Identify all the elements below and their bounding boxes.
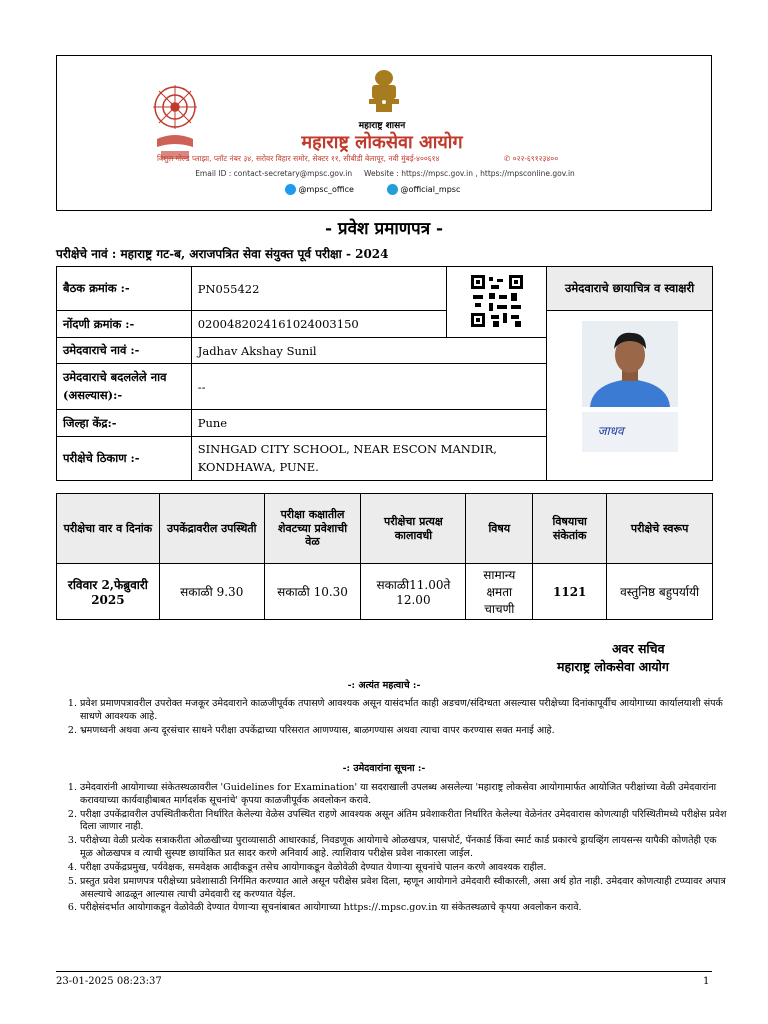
subject: सामान्य क्षमता चाचणी [466,564,533,620]
exam-date: रविवार 2,फेब्रुवारी 2025 [57,564,160,620]
mpsc-emblem-icon [149,83,201,165]
org-address: विशुल गोल्ड प्लाझा, प्लॉट नंबर ३४, सरोवर विहार समोर, सेक्टर ११, सीबीडी बेलापूर, नवी मुंबई-४००६१४ [157,154,440,163]
phone-icon: ✆ [504,154,513,163]
changed-name-label: उमेदवाराचे बदललेले नाव (असल्यास):- [57,364,192,410]
instruction-item: 4. परीक्षा उपकेंद्रप्रमुख, पर्यवेक्षक, समवेक्षक आदीकडून तसेच आयोगाकडून वेळोवेळी देण्यात येणाऱ्या सूचनांचे पालन करणे आवश्यक राहील. [80,862,730,875]
signatory-designation: अवर सचिव [612,641,665,656]
important-item: 1. प्रवेश प्रमाणपत्रावरील उपरोक्त मजकूर उमेदवाराने काळजीपूर्वक तपासणे आवश्यक असून यासंदर्भात काही अडचण/संदिग्धता असल्यास परीक्षेच्या दिनांकापूर्वीच आयोगाच्या कार्यालयाशी संपर्क साधणे आवश्यक आहे. [80,698,730,724]
instruction-item: 5. प्रस्तुत प्रवेश प्रमाणपत्र परीक्षेच्या प्रवेशासाठी निर्गमित करण्यात आले असून परीक्षेस प्रवेश दिला, म्हणून आयोगाने उमेदवारी स्वीकारली, असा अर्थ होत नाही. उमेदवार कोणत्याही टप्प्यावर अपात्र असल्याचे आढळून आल्यास त्याची उमेदवारी रद्द करण्यात येईल. [80,876,730,902]
venue-label: परीक्षेचे ठिकाण :- [57,437,192,481]
important-list [56,698,730,738]
instructions-heading: -: उमेदवारांना सूचना :- [342,763,426,774]
org-phone [504,154,558,164]
attendance-time: सकाळी 9.30 [159,564,264,620]
footer-divider [56,971,712,972]
header-subject: विषय [466,494,533,564]
instruction-item: 1. उमेदवारांनी आयोगाच्या संकेतस्थळावरील 'Guidelines for Examination' या सदराखाली उपलब्ध असलेल्या 'महाराष्ट्र लोकसेवा आयोगामार्फत आयोजित परीक्षांच्या वेळी उमेदवारांना करावयाच्या कार्यवाहीबाबत मार्गदर्शक सूचनांचे' कृपया काळजीपूर्वक अवलोकन करावे. [80,782,730,808]
header-subject-code: विषयाचा संकेतांक [533,494,607,564]
qr-code-cell [447,267,547,338]
seat-label: बैठक क्रमांक :- [57,267,192,311]
candidate-photo [582,321,678,407]
phone-number: ०२२-६९१२३४०० [512,154,559,163]
header-duration: परीक्षेचा प्रत्यक्ष कालावधी [361,494,466,564]
venue-value: SINHGAD CITY SCHOOL, NEAR ESCON MANDIR, KONDHAWA, PUNE. [191,437,546,481]
letterhead [56,55,712,211]
schedule-table [56,493,713,620]
seat-number: PN055422 [191,267,447,311]
photo-label: उमेदवाराचे छायाचित्र व स्वाक्षरी [547,267,713,311]
header-date: परीक्षेचा वार व दिनांक [57,494,160,564]
exam-format: वस्तुनिष्ठ बहुपर्यायी [607,564,713,620]
district-value: Pune [191,410,546,437]
reg-number: 0200482024161024003150 [191,311,447,338]
important-heading: -: अत्यंत महत्वाचे :- [347,680,421,691]
twitter-icon [285,184,296,195]
twitter-handle: @mpsc_office [285,184,354,195]
instruction-item: 3. परीक्षेच्या वेळी प्रत्येक सत्राकरीता ओळखीच्या पुराव्यासाठी आधारकार्ड, निवडणूक आयोगाचे ओळखपत्र, पासपोर्ट, पॅनकार्ड किंवा स्मार्ट कार्ड प्रकारचे ड्रायव्हिंग लायसन्स यापैकी कोणतेही एक मूळ ओळखपत्र व त्याची सुस्पष्ट छायांकित प्रत सादर करणे अनिवार्य आहे. त्याशिवाय परीक्षेस प्रवेश नाकारला जाईल. [80,835,730,861]
important-item: 2. भ्रमणध्वनी अथवा अन्य दूरसंचार साधने परीक्षा उपकेंद्राच्या परिसरात आणण्यास, बाळगण्यास अथवा त्याचा वापर करण्यास सक्त मनाई आहे. [80,725,730,738]
instruction-item: 6. परीक्षेसंदर्भात आयोगाकडून वेळोवेळी देण्यात येणाऱ्या सूचनांबाबत आयोगाच्या https://.mpsc.gov.in या संकेतस्थळाचे कृपया अवलोकन करावे. [80,902,730,915]
contact-line: Email ID : contact-secretary@mpsc.gov.in Website : https://mpsc.gov.in , https://mpsconline.gov.in [195,169,575,178]
signatory-org: महाराष्ट्र लोकसेवा आयोग [557,659,669,674]
photo-cell [547,311,713,481]
instructions-list [56,782,730,916]
exam-duration: सकाळी11.00ते 12.00 [361,564,466,620]
header-attendance: उपकेंद्रावरील उपस्थिती [159,494,264,564]
header-last-entry: परीक्षा कक्षातील शेवटच्या प्रवेशाची वेळ [264,494,361,564]
footer-page-number: 1 [703,976,710,987]
candidate-name: Jadhav Akshay Sunil [191,338,546,364]
instruction-item: 2. परीक्षा उपकेंद्रावरील उपस्थितीकरीता निर्धारित केलेल्या वेळेस उपस्थित राहणे आवश्यक असून अंतिम प्रवेशाकरीता निर्धारित केलेल्या वेळेनंतर उमेदवारास कोणत्याही परिस्थितीमध्ये परीक्षेस प्रवेश दिला जाणार नाही. [80,809,730,835]
signature: जाधव [597,424,624,438]
name-label: उमेदवाराचे नावं :- [57,338,192,364]
footer-timestamp: 23-01-2025 08:23:37 [56,976,162,987]
exam-name: परीक्षेचे नावं : महाराष्ट्र गट-ब, अराजपत्रित सेवा संयुक्त पूर्व परीक्षा - 2024 [56,247,389,261]
last-entry-time: सकाळी 10.30 [264,564,361,620]
government-label: महाराष्ट्र शासन [358,121,406,131]
reg-label: नोंदणी क्रमांक :- [57,311,192,338]
changed-name: -- [191,364,546,410]
telegram-handle: @official_mpsc [387,184,460,195]
page-title: - प्रवेश प्रमाणपत्र - [324,219,444,239]
signature-box [582,412,678,452]
national-emblem-icon [364,68,404,116]
telegram-icon [387,184,398,195]
district-label: जिल्हा केंद्र:- [57,410,192,437]
subject-code: 1121 [533,564,607,620]
header-format: परीक्षेचे स्वरूप [607,494,713,564]
candidate-details-table [56,266,713,481]
qr-code-icon [471,275,523,327]
org-name: महाराष्ट्र लोकसेवा आयोग [301,132,463,153]
